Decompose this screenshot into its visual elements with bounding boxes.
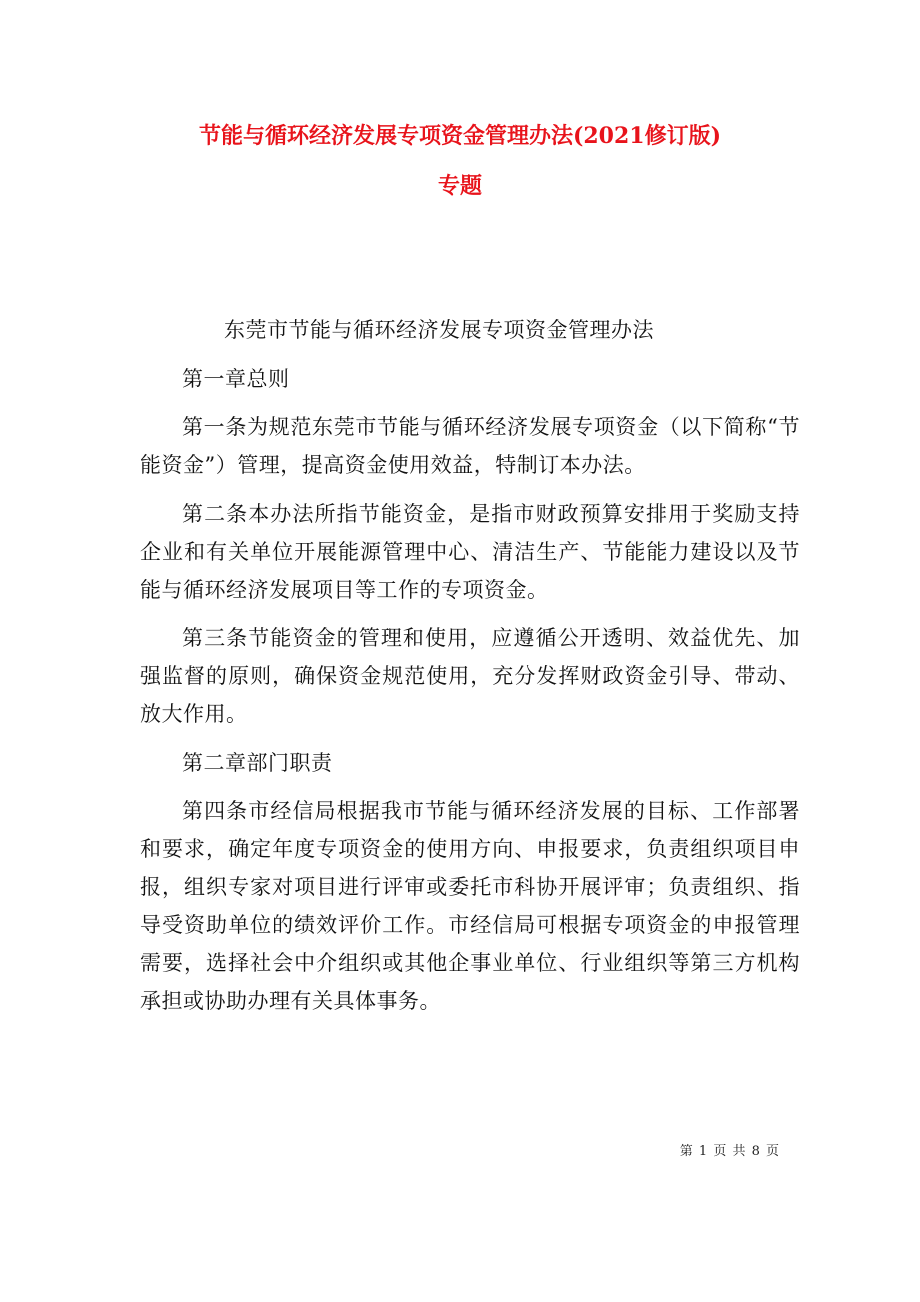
chapter-heading: 第一章总则	[182, 366, 290, 391]
document-body	[140, 311, 800, 1031]
article-paragraph: 第一条为规范东莞市节能与循环经济发展专项资金（以下简称“节能资金”）管理，提高资金使用效益，特制订本办法。	[140, 415, 800, 477]
article-paragraph: 第四条市经信局根据我市节能与循环经济发展的目标、工作部署和要求，确定年度专项资金的使用方向、申报要求，负责组织项目申报，组织专家对项目进行评审或委托市科协开展评审；负责组织、指导受资助单位的绩效评价工作。市经信局可根据专项资金的申报管理需要，选择社会中介组织或其他企事业单位、行业组织等第三方机构承担或协助办理有关具体事务。	[140, 799, 800, 1013]
chapter-heading: 第二章部门职责	[182, 750, 333, 775]
document-title-subtitle: 专题	[437, 173, 482, 199]
article-paragraph: 第二条本办法所指节能资金，是指市财政预算安排用于奖励支持企业和有关单位开展能源管理中心、清洁生产、节能能力建设以及节能与循环经济发展项目等工作的专项资金。	[140, 501, 800, 602]
page-number: 第 1 页 共 8 页	[679, 1144, 780, 1159]
document-title: 节能与循环经济发展专项资金管理办法(2021修订版)	[198, 123, 722, 149]
article-paragraph: 第三条节能资金的管理和使用，应遵循公开透明、效益优先、加强监督的原则，确保资金规范使用，充分发挥财政资金引导、带动、放大作用。	[140, 626, 800, 726]
regulation-title: 东莞市节能与循环经济发展专项资金管理办法	[224, 318, 654, 342]
